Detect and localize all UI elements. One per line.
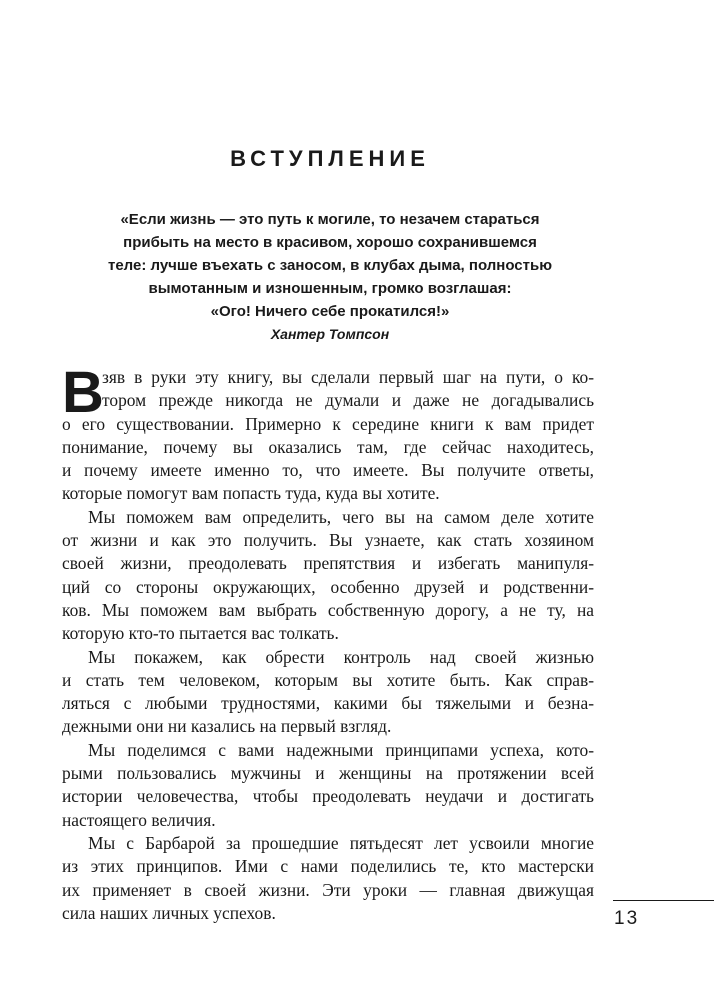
text-line: ций со стороны окружающих, особенно друзей и родственни- [62,576,594,597]
text-line: зяв в руки эту книгу, вы сделали первый шаг на пути, о ко- [102,367,594,387]
text-line: их применяет в своей жизни. Эти уроки — главная движущая [62,879,594,900]
chapter-heading: ВСТУПЛЕНИЕ [230,146,430,171]
text-line: о его существовании. Примерно к середине книги к вам придет [62,413,594,434]
text-line: от жизни и как это получить. Вы узнаете, как стать хозяином [62,530,594,551]
epigraph-line: «Если жизнь — это путь к могиле, то незачем стараться [120,211,540,228]
text-line: которые помогут вам попасть туда, куда вы хотите. [62,483,440,504]
page-number: 13 [614,908,640,929]
body-text [62,360,594,925]
epigraph-line: вымотанным и изношенным, громко возглашая: [148,280,512,297]
text-line: рыми пользовались мужчины и женщины на протяжении всей [62,763,594,784]
epigraph-line: теле: лучше въехать с заносом, в клубах дыма, полностью [107,257,553,274]
epigraph-author: Хантер Томпсон [270,326,390,342]
text-line: истории человечества, чтобы преодолевать неудачи и достигать [62,786,594,807]
text-line: понимание, почему вы оказались там, где сейчас находитесь, [62,436,594,457]
epigraph-quote [60,208,600,323]
text-line: которую кто-то пытается вас толкать. [62,623,339,644]
text-line: Мы поделимся с вами надежными принципами успеха, кото- [88,739,594,760]
text-line: и стать тем человеком, которым вы хотите быть. Как справ- [62,669,594,690]
text-line: настоящего величия. [62,809,216,830]
text-line: своей жизни, преодолевать препятствия и избегать манипуля- [62,553,594,574]
text-line: ков. Мы поможем вам выбрать собственную дорогу, а не ту, на [62,599,594,620]
text-line: сила наших личных успехов. [62,902,276,923]
text-line: ляться с любыми трудностями, какими бы тяжелыми и безна- [62,693,594,714]
drop-cap: В [62,360,104,425]
text-line: из этих принципов. Ими с нами поделились те, кто мастерски [62,856,594,877]
epigraph-line: прибыть на место в красивом, хорошо сохранившемся [123,234,537,251]
text-line: и почему имеете именно то, что имеете. Вы получите ответы, [62,460,594,481]
epigraph-line: «Ого! Ничего себе прокатился!» [210,303,450,320]
text-line: дежными они ни казались на первый взгляд. [62,716,392,737]
text-line: Мы поможем вам определить, чего вы на самом деле хотите [88,506,594,527]
text-line: тором прежде никогда не думали и даже не догадывались [102,390,594,411]
text-line: Мы покажем, как обрести контроль над своей жизнью [88,646,594,667]
footer-rule [613,900,714,901]
text-line: Мы с Барбарой за прошедшие пятьдесят лет усвоили многие [88,832,594,853]
